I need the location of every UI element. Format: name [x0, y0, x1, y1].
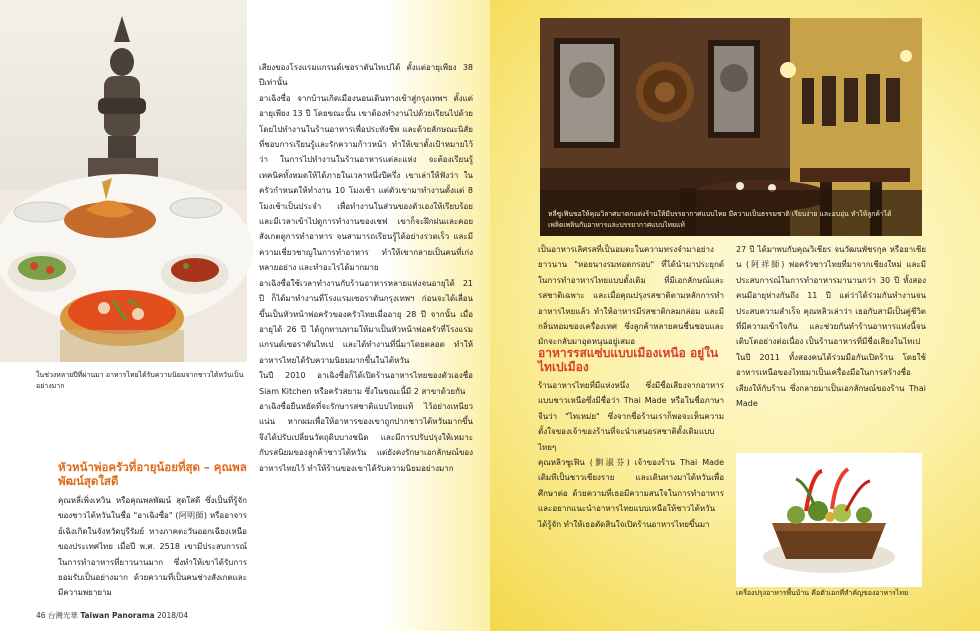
issue-date: 2018/04 — [156, 611, 189, 620]
section-heading-youngest-chef: หัวหน้าพ่อครัวที่อายุน้อยที่สุด – คุณพลพัฒน์สุดใสดี — [58, 460, 247, 488]
page-number: 46 — [36, 611, 46, 620]
right-column-1-lower-text: ร้านอาหารไทยที่มีแห่งหนึ่ง ซึ่งมีชื่อเสียงจากอาหารแบบชาวเหนือซึ่งมีชื่อว่า Thai Made หรือในชื่อภาษาจีนว่า "ไทเหม่ย" ซึ่งจากชื่อร้านเราก็พอจะเห็นความตั้งใจของเจ้าของร้านที่จะนำเสนอรสชาติดั้งเดิมแบบไทยๆ คุณหลิวซูเฟิน (劉淑芬) เจ้าของร้าน Thai Made เดิมทีเป็นชาวเชียงราย และเดินทางมาไต้หวันเพื่อศึกษาต่อ ด้วยความที่เธอมีความสนใจในการทำอาหาร และอยากแนะนำอาหารไทยแบบเหนือให้ชาวไต้หวันได้รู้จัก ทำให้เธอตัดสินใจเปิดร้านอาหารไทยขึ้นมา — [538, 381, 724, 529]
right-column-1-text: เป็นอาหารเลิศรสที่เป็นอมตะในความทรงจำมาอย่างยาวนาน "หอยนางรมทอดกรอบ" ที่ได้นำมาประยุกต์ในการทำอาหารไทยแบบดั้งเดิม ที่มีเอกลักษณ์และรสชาติเฉพาะ และเมื่อคุณปรุงรสชาติตามหลักการทำอาหารไทยแล้ว ทำให้อาหารมีรสชาติกลมกล่อม และมีกลิ่นหอมของเครื่องเทศ ซึ่งลูกค้าหลายคนชื่นชอบและมักจะกลับมาอุดหนุนอยู่เสมอ — [538, 245, 724, 347]
chef-intro-text: คุณหลี่เพิ่งเหวิน หรือคุณพลพัฒน์ สุดใสดี ซึ่งเป็นที่รู้จักของชาวไต้หวันในชื่อ "อาเฉิงซื่อ" (阿明師) หรืออาจารย์เฉิงเกิดในจังหวัดบุรีรัมย์ ทางภาคตะวันออกเฉียงเหนือของประเทศไทย เมื่อปี พ.ศ. 2518 เขามีประสบการณ์ในการทำอาหารที่ยาวนานมาก ซึ่งทำให้เขาได้รับการยอมรับเป็นอย่างมาก ด้วยความที่เป็นคนช่างสังเกตและมีความพยายาม — [58, 496, 247, 598]
magazine-name-chinese: 台灣光華 — [47, 611, 78, 620]
spice-photo-caption: เครื่องปรุงอาหารพื้นบ้าน คือตัวเอกที่สำคัญของอาหารไทย — [736, 589, 909, 597]
magazine-name: Taiwan Panorama — [80, 611, 155, 620]
right-page — [490, 0, 980, 631]
spice-basket-photo — [736, 453, 922, 587]
page-footer — [36, 610, 188, 621]
right-column-2-text: 27 ปี ได้มาพบกับคุณวิเชียร จนวัฒนพัชรกุล หรือยาเชียน (阿祥師) พ่อครัวชาวไทยที่มาจากเชียงใหม่ และมีประสบการณ์ในการทำอาหารมานานกว่า 30 ปี ทั้งสองคนมีอายุห่างกันถึง 11 ปี แต่ว่าได้ร่วมกันทำงานจนประสบความสำเร็จ คุณหลิวเล่าว่า เธอกับสามีเป็นคู่ชีวิตที่มีความเข้าใจกัน และช่วยกันทำร้านอาหารแห่งนี้จนเติบโตอย่างต่อเนื่อง เป็นร้านอาหารที่มีชื่อเสียงในไทเป ในปี 2011 ทั้งสองคนได้ร่วมมือกันเปิดร้าน โดยใช้อาหารเหนือของไทยมาเป็นเครื่องมือในการสร้างชื่อเสียงให้กับร้าน ซึ่งกลายมาเป็นเอกลักษณ์ของร้าน Thai Made — [736, 245, 926, 409]
restaurant-interior-photo — [540, 18, 922, 236]
section-heading-northern-food: อาหารรสแซ่บแบบเมืองเหนือ อยู่ในไทเปเมือง — [538, 346, 719, 374]
photo-caption-overlay — [540, 190, 922, 236]
left-column-text: เสียงของโรงแรมแกรนด์เซอราตันไทเปได้ ตั้งแต่อายุเพียง 38 ปีเท่านั้น อาเฉิงซื่อ จากบ้านเกิดเมืองนอนเดินทางเข้าสู่กรุงเทพฯ ตั้งแต่อายุเพียง 13 ปี โดยขณะนั้น เขาต้องทำงานไปด้วยเรียนไปด้วย โดยไปทำงานในร้านอาหารเพื่อประทังชีพ และด้วยลักษณะนิสัยที่ชอบการเรียนรู้และรักความก้าวหน้า ทำให้เขาตั้งเป้าหมายไว้ว่า ในการไปทำงานในร้านอาหารแต่ละแห่ง จะต้องเรียนรู้เทคนิคทั้งหมดให้ได้ภายในเวลาหนึ่งปีครึ่ง เขาเล่าให้ฟังว่า ในครัวกำหนดให้ทำงาน 10 โมงเช้า แต่ตัวเขามาทำงานตั้งแต่ 8 โมงเช้าเป็นประจำ เพื่อทำงานในส่วนของตัวเองให้เรียบร้อย และมีเวลาเข้าไปดูการทำงานของเชฟ เขาก็จะฝึกฝนและคอยสังเกตดูการทำอาหาร จนสามารถเรียนรู้ได้อย่างรวดเร็ว และมีความเชี่ยวชาญในการทำอาหาร ทำให้เขากลายเป็นคนที่เก่งหลายอย่าง และทำอะไรได้มากมาย อาเฉิงซื่อใช้เวลาทำงานกับร้านอาหารหลายแห่งจนอายุได้ 21 ปี ก็ได้มาทำงานที่โรงแรมเซอราตันกรุงเทพฯ ก่อนจะได้เลื่อนขึ้นเป็นหัวหน้าพ่อครัวของครัวไทยเมื่ออายุ 28 ปี จากนั้น เมื่ออายุได้ 26 ปี ได้ถูกทาบทามให้มาเป็นหัวหน้าพ่อครัวที่โรงแรมแกรนด์เซอราตันไทเป และได้ทำงานที่นี่มาโดยตลอด ทำให้อาหารไทยได้รับความนิยมมากขึ้นในไต้หวัน ในปี 2010 อาเฉิงซื่อก็ได้เปิดร้านอาหารไทยของตัวเองชื่อ Siam Kitchen หรือครัวสยาม ซึ่งในขณะนี้มี 2 สาขาด้วยกัน อาเฉิงซื่อยืนหยัดที่จะรักษารสชาติแบบไทยแท้ ไว้อย่างเหนียวแน่น หากผมเพื่อให้อาหารของเขาถูกปากชาวไต้หวันมากขึ้น จึงได้ปรับเปลี่ยนวัตถุดิบบางชนิด และมีการปรับปรุงให้เหมาะกับรสนิยมของลูกค้าชาวไต้หวัน แต่ยังคงรักษาเอกลักษณ์ของอาหารไทยไว้ ทำให้ร้านของเขาได้รับความนิยมอย่างมาก — [259, 63, 473, 473]
food-photo-caption: ในช่วงหลายปีที่ผ่านมา อาหารไทยได้รับความนิยมจากชาวไต้หวันเป็นอย่างมาก — [36, 371, 244, 390]
thai-food-photo — [0, 0, 247, 362]
interior-photo-caption: หลี่ซูเฟินขอให้คุณวิลาศมาตกแต่งร้านให้มีบรรยากาศแบบไทย มีความเป็นธรรมชาติ เรียบง่าย และอบอุ่น ทำให้ลูกค้าได้เพลิดเพลินกับอาหารและบรรยากาศแบบไทยแท้ — [548, 210, 892, 229]
